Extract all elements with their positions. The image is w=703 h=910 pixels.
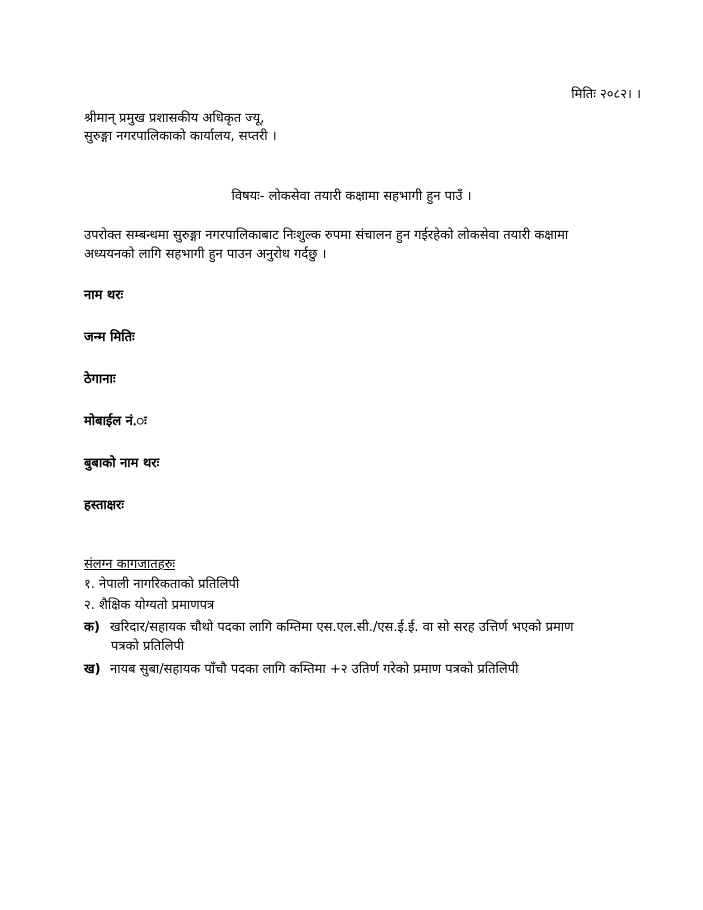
addressee-office: सुरुङ्गा नगरपालिकाको कार्यालय, सप्तरी । [84, 129, 277, 144]
body-text-line-1: उपरोक्त सम्बन्धमा सुरुङ्गा नगरपालिकाबाट निःशुल्क रुपमा संचालन हुन गईरहेको लोकसेवा तयारी कक्षामा [84, 228, 569, 243]
field-dob-label: जन्म मितिः [84, 330, 135, 345]
field-mobile-label: मोबाईल नं.ः [84, 414, 147, 429]
attachment-item-2: २. शैक्षिक योग्यतो प्रमाणपत्र [84, 598, 215, 613]
attachment-item-4 [84, 661, 518, 679]
field-father-name-label: बुबाको नाम थरः [84, 456, 160, 471]
attachments-heading: संलग्न कागजातहरुः [84, 557, 175, 572]
subject-line: विषयः- लोकसेवा तयारी कक्षामा सहभागी हुन पाउँ । [231, 189, 472, 204]
field-name-label: नाम थरः [84, 288, 124, 303]
field-signature-label: हस्ताक्षरः [84, 498, 125, 513]
attachment-item-3 [84, 619, 574, 637]
attachment-item-3-marker: क) [84, 620, 100, 635]
addressee-title: श्रीमान् प्रमुख प्रशासकीय अधिकृत ज्यू, [84, 111, 265, 126]
attachment-item-4-text: नायब सुबा/सहायक पाँचौ पदका लागि कम्तिमा +२ उतिर्ण गरेको प्रमाण पत्रको प्रतिलिपी [110, 662, 519, 677]
attachment-item-3-text: खरिदार/सहायक चौथो पदका लागि कम्तिमा एस.एल.सी./एस.ई.ई. वा सो सरह उत्तिर्ण भएको प्रमाण [110, 620, 574, 635]
body-text-line-2: अध्ययनको लागि सहभागी हुन पाउन अनुरोध गर्दछु । [84, 247, 327, 262]
attachment-item-1: १. नेपाली नागरिकताको प्रतिलिपी [84, 577, 240, 592]
date-line: मितिः २०८२। । [571, 87, 641, 102]
field-address-label: ठेगानाः [84, 372, 116, 387]
attachment-item-4-marker: ख) [84, 662, 101, 677]
attachment-item-3-continuation: पत्रको प्रतिलिपी [111, 639, 185, 654]
